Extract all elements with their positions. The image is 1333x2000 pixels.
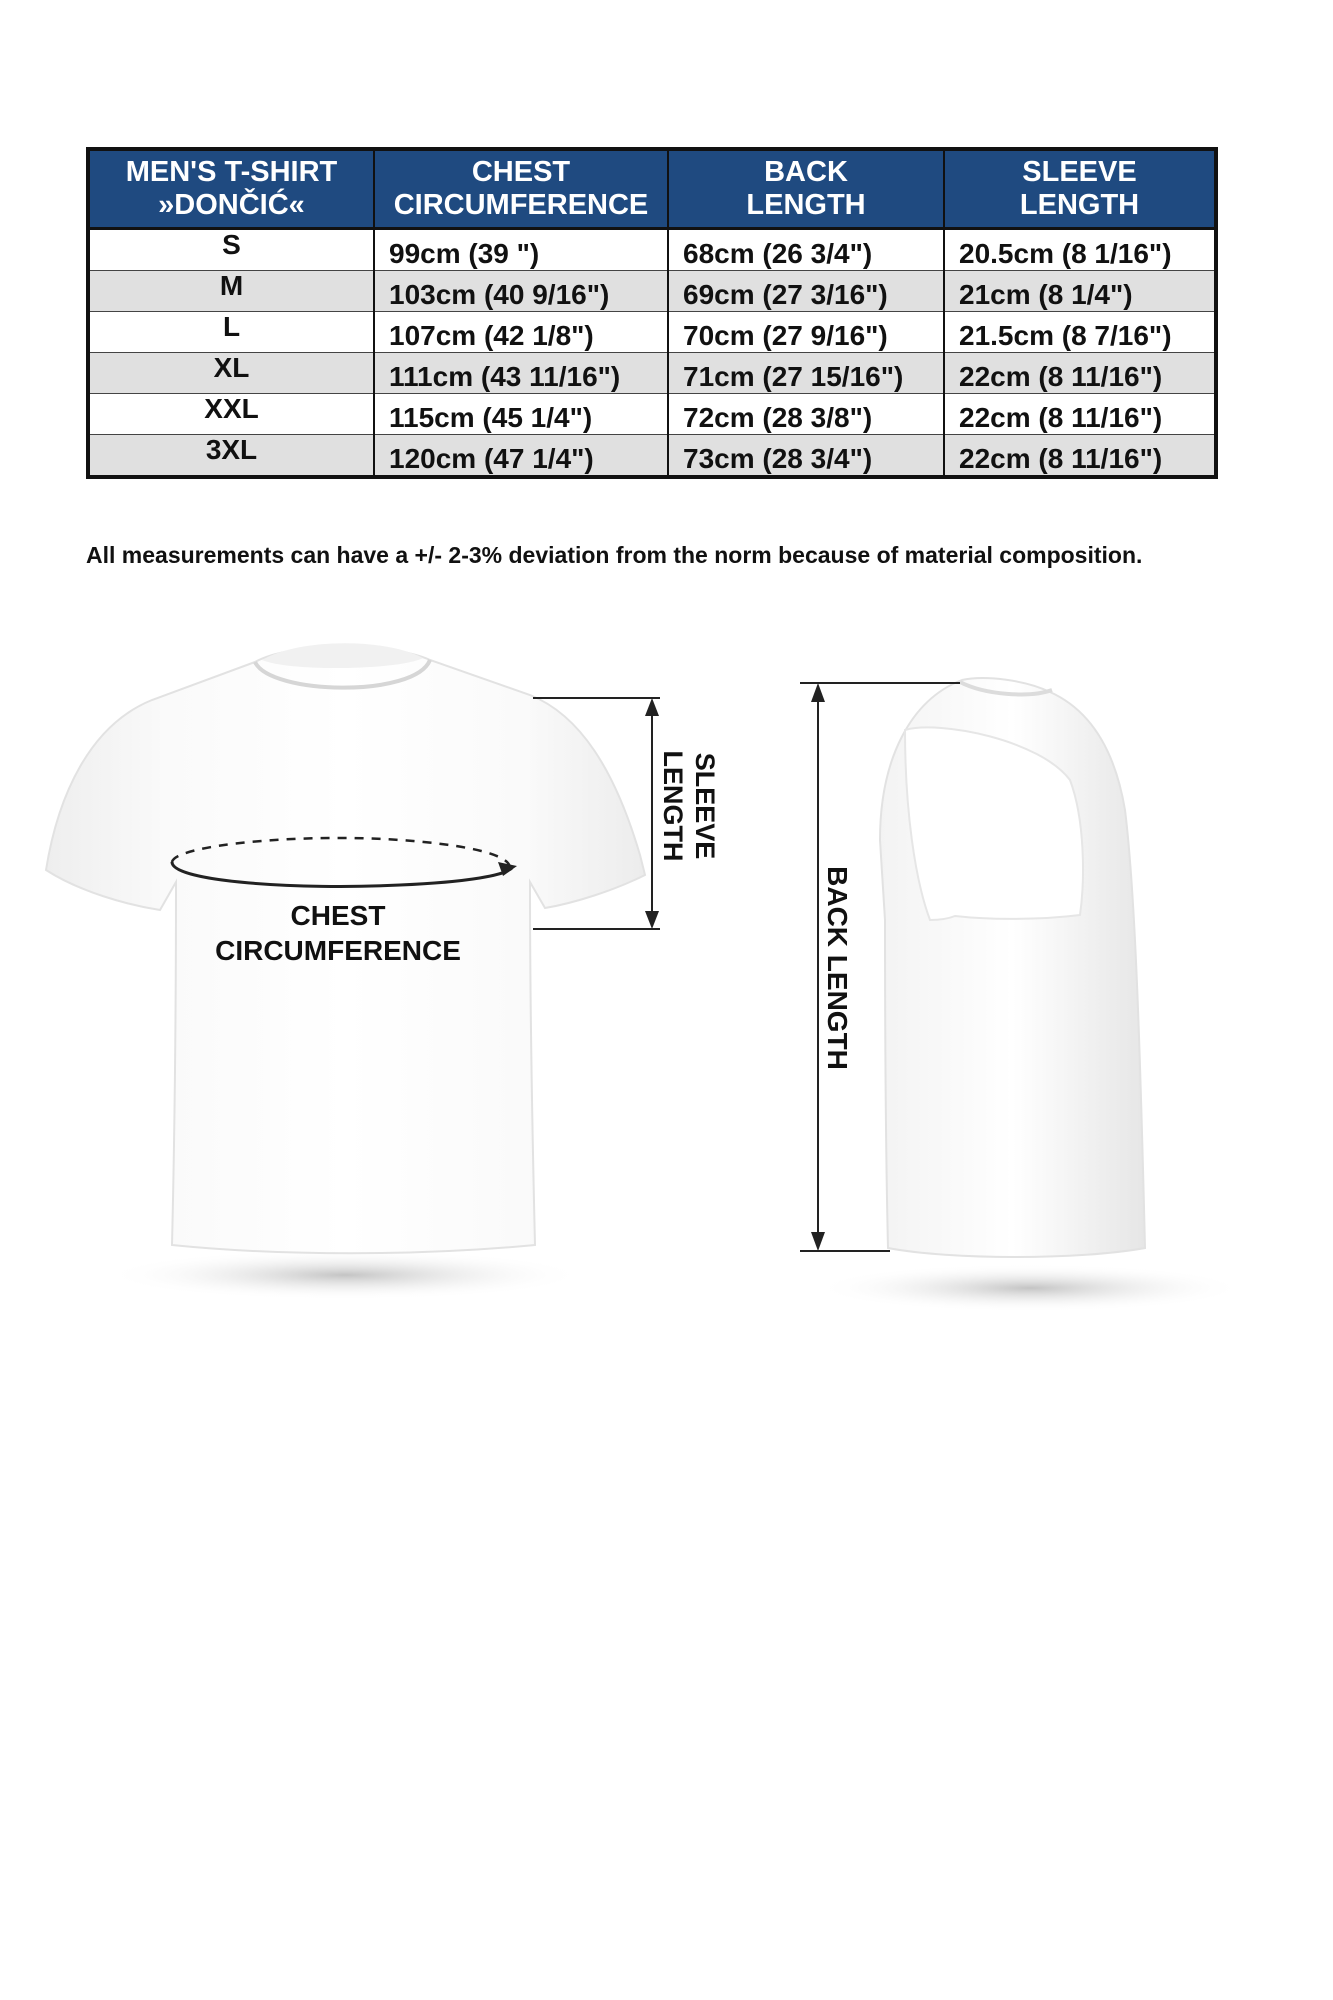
side-shadow [815, 1264, 1245, 1312]
chest-label-line2: CIRCUMFERENCE [215, 935, 461, 966]
back-cell: 71cm (27 15/16") [668, 353, 944, 394]
back-cell: 72cm (28 3/8") [668, 394, 944, 435]
back-cell: 70cm (27 9/16") [668, 312, 944, 353]
sleeve-label-line1: SLEEVE [690, 752, 720, 860]
back-length-label: BACK LENGTH [822, 866, 853, 1070]
back-arrow-down [811, 1232, 825, 1251]
front-tshirt [46, 643, 720, 1300]
sleeve-cell: 20.5cm (8 1/16") [944, 229, 1216, 271]
header-chest: CHEST CIRCUMFERENCE [374, 149, 668, 229]
sleeve-cell: 21.5cm (8 7/16") [944, 312, 1216, 353]
table-row [88, 312, 1216, 353]
chest-cell: 103cm (40 9/16") [374, 271, 668, 312]
table-row [88, 394, 1216, 435]
chest-cell: 120cm (47 1/4") [374, 435, 668, 478]
back-cell: 73cm (28 3/4") [668, 435, 944, 478]
chest-cell: 107cm (42 1/8") [374, 312, 668, 353]
size-cell: S [88, 229, 374, 271]
sleeve-cell: 22cm (8 11/16") [944, 394, 1216, 435]
size-cell: L [88, 312, 374, 353]
sleeve-cell: 21cm (8 1/4") [944, 271, 1216, 312]
size-cell: XL [88, 353, 374, 394]
size-cell: 3XL [88, 435, 374, 478]
back-cell: 69cm (27 3/16") [668, 271, 944, 312]
tshirt-diagram [0, 620, 1333, 1340]
back-cell: 68cm (26 3/4") [668, 229, 944, 271]
side-tshirt [800, 678, 1245, 1312]
table-row [88, 229, 1216, 271]
header-size: MEN'S T-SHIRT »DONČIĆ« [88, 149, 374, 229]
sleeve-cell: 22cm (8 11/16") [944, 353, 1216, 394]
deviation-note: All measurements can have a +/- 2-3% deviation from the norm because of material composition. [86, 542, 1143, 568]
header-back: BACK LENGTH [668, 149, 944, 229]
table-row [88, 271, 1216, 312]
sleeve-label-line2: LENGTH [658, 750, 688, 862]
size-chart-table [86, 147, 1218, 479]
sleeve-arrow-down [645, 911, 659, 929]
sleeve-cell: 22cm (8 11/16") [944, 435, 1216, 478]
chest-cell: 111cm (43 11/16") [374, 353, 668, 394]
chest-label-line1: CHEST [290, 900, 386, 931]
table-row [88, 435, 1216, 478]
table-row [88, 353, 1216, 394]
back-arrow-up [811, 683, 825, 702]
front-shadow [105, 1250, 585, 1300]
size-cell: XXL [88, 394, 374, 435]
size-cell: M [88, 271, 374, 312]
chest-cell: 115cm (45 1/4") [374, 394, 668, 435]
chest-cell: 99cm (39 ") [374, 229, 668, 271]
table-header-row [88, 149, 1216, 229]
header-sleeve: SLEEVE LENGTH [944, 149, 1216, 229]
sleeve-arrow-up [645, 698, 659, 716]
